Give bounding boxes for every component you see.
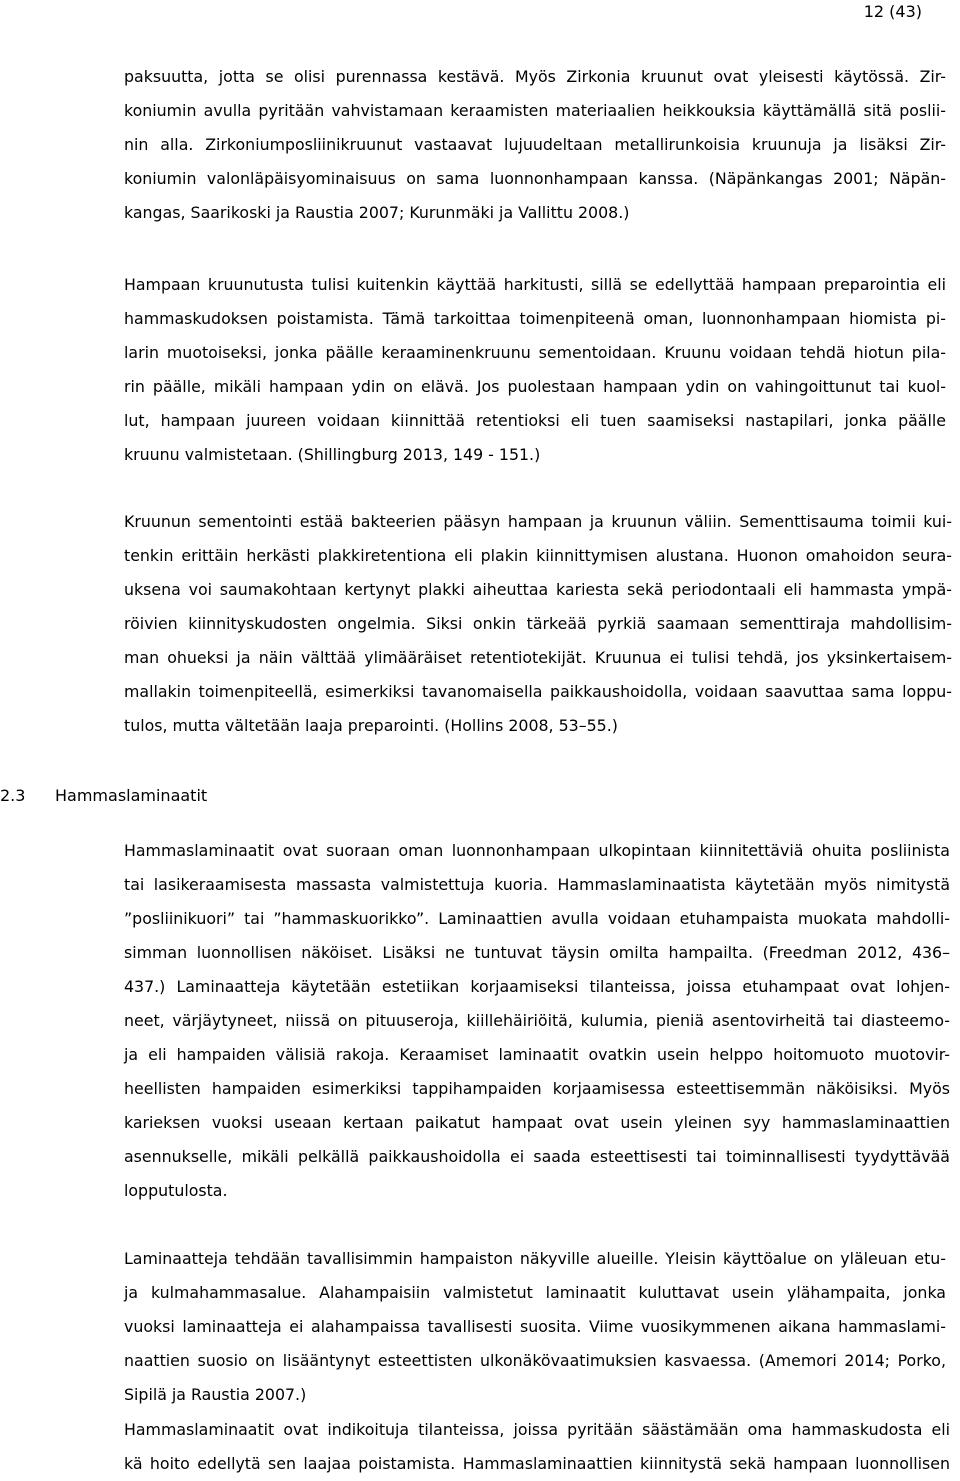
text-line: ”posliinikuori” tai ”hammaskuorikko”. Laminaattien avulla voidaan etuhampaista muokata mahdolli- xyxy=(124,909,950,928)
text-line: 437.) Laminaatteja käytetään estetiikan korjaamiseksi tilanteissa, joissa etuhampaat ovat lohjen- xyxy=(124,977,950,996)
text-line: kruunu valmistetaan. (Shillingburg 2013, 149 - 151.) xyxy=(124,445,541,464)
text-line: heellisten hampaiden esimerkiksi tappihampaiden korjaamisessa esteettisemmän näköisiksi. Myös xyxy=(124,1079,950,1098)
text-line: koniumin valonläpäisyominaisuus on sama luonnonhampaan kanssa. (Näpänkangas 2001; Näpän- xyxy=(124,169,946,188)
text-line: asennukselle, mikäli pelkällä paikkaushoidolla ei saada esteettisesti tai toiminnallisesti tyydyttävää xyxy=(124,1147,950,1166)
text-line: röivien kiinnityskudosten ongelmia. Siksi onkin tärkeää pyrkiä saamaan sementtiraja mahdollisim- xyxy=(124,614,952,633)
text-line: Laminaatteja tehdään tavallisimmin hampaiston näkyville alueille. Yleisin käyttöalue on yläleuan etu- xyxy=(124,1249,946,1268)
text-line: tai lasikeraamisesta massasta valmistettuja kuoria. Hammaslaminaatista käytetään myös nimitystä xyxy=(124,875,950,894)
text-line: paksuutta, jotta se olisi purennassa kestävä. Myös Zirkonia kruunut ovat yleisesti käytössä. Zir- xyxy=(124,67,946,86)
text-line: nin alla. Zirkoniumposliinikruunut vastaavat lujuudeltaan metallirunkoisia kruunuja ja lisäksi Zir- xyxy=(124,135,946,154)
section-title: Hammaslaminaatit xyxy=(55,786,208,805)
text-line: Hampaan kruunutusta tulisi kuitenkin käyttää harkitusti, sillä se edellyttää hampaan preparointia eli xyxy=(124,275,946,294)
text-line: Kruunun sementointi estää bakteerien pääsyn hampaan ja kruunun väliin. Sementtisauma toimii kui- xyxy=(124,512,952,531)
text-line: kangas, Saarikoski ja Raustia 2007; Kurunmäki ja Vallittu 2008.) xyxy=(124,203,630,222)
text-line: Sipilä ja Raustia 2007.) xyxy=(124,1385,307,1404)
section-number: 2.3 xyxy=(0,786,26,805)
text-line: neet, värjäytyneet, niissä on pituuseroja, kiillehäiriöitä, kulumia, pieniä asentovirheitä tai diasteemo- xyxy=(124,1011,950,1030)
text-line: ja eli hampaiden välisiä rakoja. Keraamiset laminaatit ovatkin usein helppo hoitomuoto muotovir- xyxy=(124,1045,950,1064)
text-line: Hammaslaminaatit ovat suoraan oman luonnonhampaan ulkopintaan kiinnitettäviä ohuita posliinista xyxy=(124,841,950,860)
text-line: larin muotoiseksi, jonka päälle keraaminenkruunu sementoidaan. Kruunu voidaan tehdä hiotun pila- xyxy=(124,343,946,362)
text-line: hammaskudoksen poistamista. Tämä tarkoittaa toimenpiteenä oman, luonnonhampaan hiomista pi- xyxy=(124,309,946,328)
paragraph xyxy=(124,1413,950,1481)
text-line: tulos, mutta vältetään laaja preparointi. (Hollins 2008, 53–55.) xyxy=(124,716,618,735)
text-line: uksena voi saumakohtaan kertynyt plakki aiheuttaa kariesta sekä periodontaali eli hammasta ympä- xyxy=(124,580,952,599)
text-line: mallakin toimenpiteellä, esimerkiksi tavanomaisella paikkaushoidolla, voidaan saavuttaa sama loppu- xyxy=(124,682,952,701)
paragraph xyxy=(124,60,946,230)
text-line: koniumin avulla pyritään vahvistamaan keraamisten materiaalien heikkouksia käyttämällä sitä poslii- xyxy=(124,101,946,120)
text-line: man ohueksi ja näin välttää ylimääräiset retentiotekijät. Kruunua ei tulisi tehdä, jos yksinkertaisem- xyxy=(124,648,952,667)
text-line: Hammaslaminaatit ovat indikoituja tilanteissa, joissa pyritään säästämään oma hammaskudosta eli xyxy=(124,1420,950,1439)
text-line: tenkin erittäin herkästi plakkiretentiona eli plakin kiinnittymisen alustana. Huonon omahoidon seura- xyxy=(124,546,952,565)
text-line: lut, hampaan juureen voidaan kiinnittää retentioksi eli tuen saamiseksi nastapilari, jonka päälle xyxy=(124,411,946,430)
text-line: simman luonnollisen näköiset. Lisäksi ne tuntuvat täysin omilta hampailta. (Freedman 2012, 436– xyxy=(124,943,950,962)
text-line: naattien suosio on lisääntynyt esteettisten ulkonäkövaatimuksien kasvaessa. (Amemori 2014; Porko, xyxy=(124,1351,946,1370)
paragraph xyxy=(124,834,950,1208)
paragraph xyxy=(124,1242,946,1412)
text-line: karieksen vuoksi useaan kertaan paikatut hampaat ovat usein yleinen syy hammaslaminaattien xyxy=(124,1113,950,1132)
text-line: kä hoito edellytä sen laajaa poistamista. Hammaslaminaattien kiinnitystä sekä hampaan luonnollisen xyxy=(124,1454,950,1473)
text-line: vuoksi laminaatteja ei alahampaissa tavallisesti suosita. Viime vuosikymmenen aikana hammaslami- xyxy=(124,1317,946,1336)
text-line: ja kulmahammasalue. Alahampaisiin valmistetut laminaatit kuluttavat usein ylähampaita, jonka xyxy=(124,1283,946,1302)
paragraph xyxy=(124,505,952,743)
text-line: rin päälle, mikäli hampaan ydin on elävä. Jos puolestaan hampaan ydin on vahingoittunut tai kuol- xyxy=(124,377,946,396)
paragraph xyxy=(124,268,946,472)
text-line: lopputulosta. xyxy=(124,1181,228,1200)
section-heading xyxy=(0,779,420,813)
page-number: 12 (43) xyxy=(863,2,922,21)
